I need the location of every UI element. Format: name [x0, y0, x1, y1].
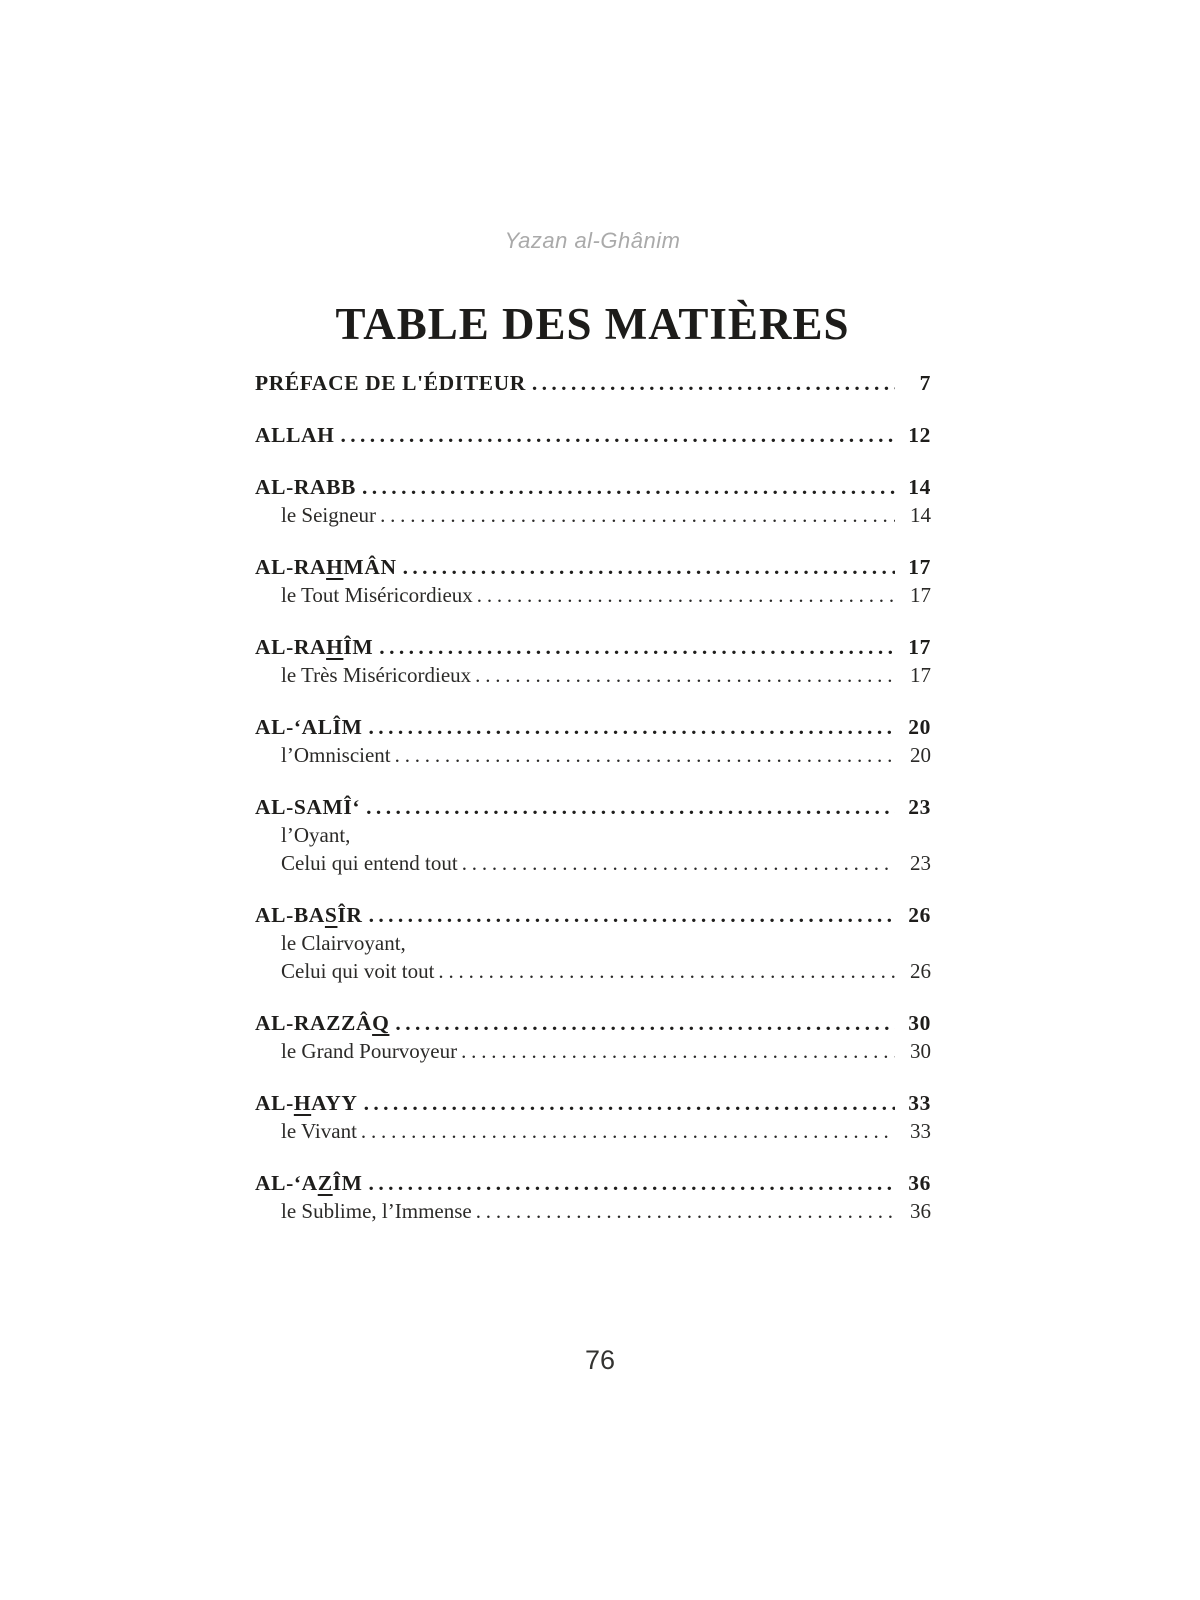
toc-entry-block [255, 901, 931, 985]
page-ref: 33 [910, 1119, 931, 1143]
toc-entry-label-part: PRÉFACE DE L'ÉDITEUR [255, 371, 526, 395]
toc-entry-label [255, 1009, 389, 1037]
footer-page-number: 76 [584, 1345, 616, 1375]
toc-entry [255, 1009, 931, 1037]
toc-list [255, 369, 931, 1249]
page-ref: 36 [908, 1171, 931, 1195]
toc-entry-block [255, 713, 931, 769]
toc-entry [255, 553, 931, 581]
page-ref: 14 [908, 475, 931, 499]
running-header-author: Yazan al-Ghânim [504, 228, 681, 253]
dot-leader [380, 501, 895, 529]
page-ref: 33 [908, 1091, 931, 1115]
toc-entry-label-part: AL-SAMÎ‘ [255, 795, 361, 819]
toc-entry-label-part: AL-RA [255, 555, 327, 579]
toc-entry-label [255, 793, 360, 821]
toc-subentry [255, 1197, 931, 1225]
dot-leader [477, 581, 895, 609]
toc-entry-label-part: H [326, 555, 344, 579]
toc-entry-label-part: AYY [311, 1091, 358, 1115]
page-ref: 12 [908, 423, 931, 447]
toc-subentry [255, 849, 931, 877]
page-ref: 26 [910, 959, 931, 983]
toc-entry [255, 473, 931, 501]
toc-subentry-label: le Grand Pourvoyeur [281, 1039, 458, 1063]
toc-entry-label-part: Q [372, 1011, 390, 1035]
toc-entry-label [255, 633, 373, 661]
toc-entry [255, 1089, 931, 1117]
toc-entry-block [255, 1009, 931, 1065]
dot-leader [369, 1169, 895, 1197]
dot-leader [395, 1009, 895, 1037]
toc-entry-label-part: AL-RABB [255, 475, 356, 499]
toc-entry [255, 901, 931, 929]
dot-leader [362, 473, 895, 501]
toc-subentry-label: le Clairvoyant, [281, 931, 406, 955]
dot-leader [395, 741, 895, 769]
toc-entry-label-part: H [326, 635, 344, 659]
dot-leader [369, 713, 895, 741]
toc-entry [255, 713, 931, 741]
toc-subentry [255, 1117, 931, 1145]
dot-leader [475, 661, 895, 689]
toc-subentry-label: Celui qui entend tout [281, 851, 458, 875]
toc-entry [255, 421, 931, 449]
page-ref: 30 [908, 1011, 931, 1035]
toc-subentry [255, 929, 931, 957]
toc-entry [255, 369, 931, 397]
toc-subentry-label: le Vivant [281, 1119, 357, 1143]
dot-leader [438, 957, 895, 985]
toc-entry-label [255, 553, 397, 581]
toc-subentry [255, 1037, 931, 1065]
page-ref: 30 [910, 1039, 931, 1063]
toc-entry-block [255, 553, 931, 609]
toc-entry-block [255, 633, 931, 689]
toc-entry-label-part: ALLAH [255, 423, 335, 447]
toc-entry-block [255, 1169, 931, 1225]
toc-subentry-label: le Très Miséricordieux [281, 663, 472, 687]
toc-entry-label-part: H [293, 1091, 312, 1115]
toc-entry-block [255, 1089, 931, 1145]
dot-leader [340, 421, 895, 449]
dot-leader [379, 633, 895, 661]
toc-subentry [255, 581, 931, 609]
page-ref: 20 [910, 743, 931, 767]
toc-entry-label [255, 421, 334, 449]
toc-entry-label [255, 473, 356, 501]
toc-subentry-label: l’Omniscient [281, 743, 391, 767]
dot-leader [532, 369, 895, 397]
toc-entry-label-part: MÂN [343, 555, 397, 579]
page-ref: 26 [908, 903, 931, 927]
toc-entry-label-part: ÎM [343, 635, 374, 659]
toc-entry-block [255, 369, 931, 397]
toc-entry-block [255, 473, 931, 529]
page-ref: 17 [908, 555, 931, 579]
toc-entry-label-part: ÎR [337, 903, 363, 927]
toc-entry-label-part: S [324, 903, 338, 927]
toc-subentry [255, 957, 931, 985]
page-title: TABLE DES MATIÈRES [335, 299, 850, 350]
toc-entry [255, 793, 931, 821]
dot-leader [476, 1197, 895, 1225]
page-ref: 23 [908, 795, 931, 819]
toc-subentry-label: l’Oyant, [281, 823, 351, 847]
toc-subentry [255, 741, 931, 769]
dot-leader [369, 901, 895, 929]
page-ref: 14 [910, 503, 931, 527]
page-ref: 36 [910, 1199, 931, 1223]
dot-leader [461, 1037, 895, 1065]
toc-entry [255, 1169, 931, 1197]
toc-entry-label-part: AL-‘A [255, 1171, 318, 1195]
toc-entry-block [255, 421, 931, 449]
dot-leader [403, 553, 895, 581]
toc-entry-label-part: AL-RAZZÂ [255, 1011, 373, 1035]
page-ref: 17 [908, 635, 931, 659]
toc-entry-label-part: ÎM [332, 1171, 363, 1195]
toc-subentry-label: le Tout Miséricordieux [281, 583, 473, 607]
page-ref: 20 [908, 715, 931, 739]
dot-leader [462, 849, 895, 877]
page-ref: 17 [910, 663, 931, 687]
toc-entry-label [255, 369, 526, 397]
toc-entry-label [255, 1169, 363, 1197]
toc-entry [255, 633, 931, 661]
toc-subentry [255, 661, 931, 689]
toc-entry-label-part: AL- [255, 1091, 294, 1115]
toc-entry-label-part: AL-RA [255, 635, 327, 659]
toc-entry-label [255, 1089, 358, 1117]
toc-entry-label [255, 713, 363, 741]
toc-entry-label-part: AL-‘ALÎM [255, 715, 363, 739]
toc-subentry [255, 501, 931, 529]
toc-subentry [255, 821, 931, 849]
toc-entry-label-part: Z [317, 1171, 333, 1195]
page-ref: 23 [910, 851, 931, 875]
page-ref: 17 [910, 583, 931, 607]
dot-leader [361, 1117, 895, 1145]
toc-subentry-label: Celui qui voit tout [281, 959, 435, 983]
toc-entry-label [255, 901, 363, 929]
page-ref: 7 [919, 371, 931, 395]
dot-leader [366, 793, 895, 821]
dot-leader [364, 1089, 895, 1117]
toc-entry-label-part: AL-BA [255, 903, 325, 927]
toc-subentry-label: le Seigneur [281, 503, 377, 527]
toc-entry-block [255, 793, 931, 877]
toc-subentry-label: le Sublime, l’Immense [281, 1199, 472, 1223]
